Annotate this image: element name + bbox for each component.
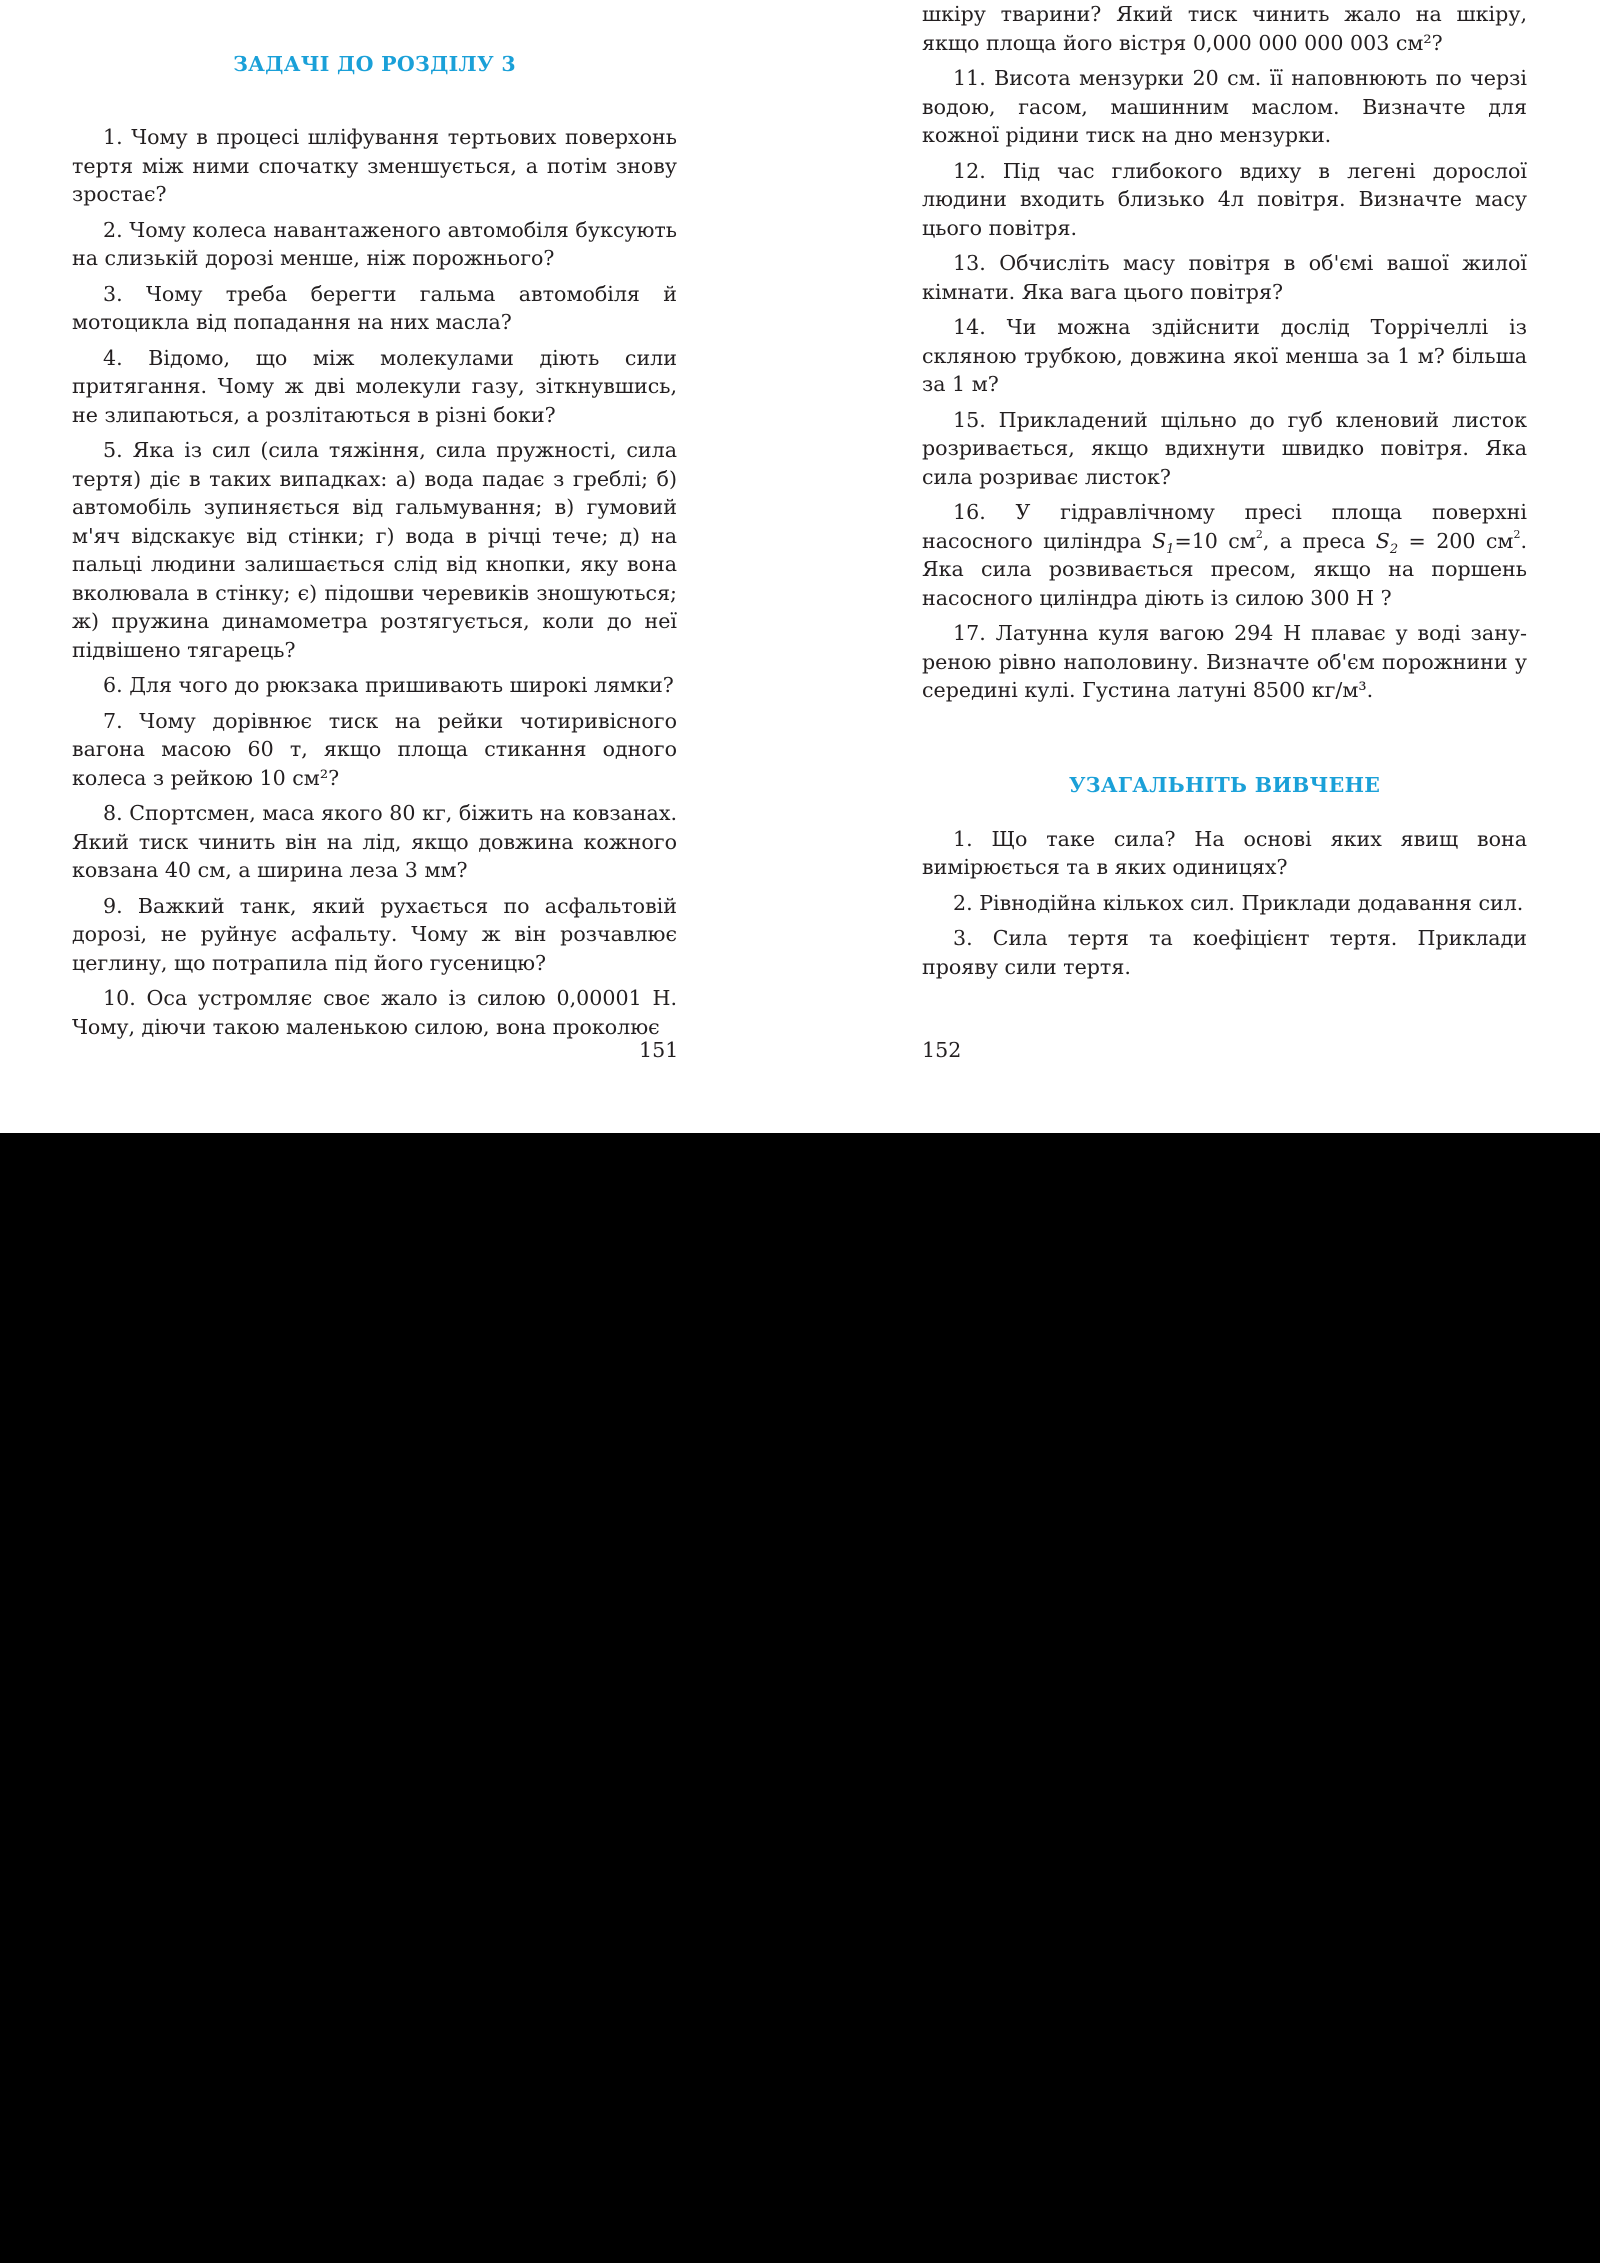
summary-item-3: 3. Сила тертя та коефіцієнт тертя. Приклади прояву сили тертя. [922,926,1527,979]
summary-item-1: 1. Що таке сила? На основі яких явищ вона вимірюється та в яких одиницях? [922,826,1527,879]
problem-6: 6. Для чого до рюкзака пришивають широкі лямки? [103,673,674,697]
page-number-right: 152 [922,1038,962,1062]
problem-2: 2. Чому колеса навантаженого автомобіля буксують на слизькій дорозі менше, ніж порожнього? [72,217,677,270]
s1-index: 1 [1166,541,1175,557]
problem-12: 12. Під час глибокого вдиху в легені дорослої людини входить близько 4л повітря. Визначте масу цього повітря. [922,158,1527,240]
left-page [72,0,677,1048]
s1-value: =10 см [1174,528,1256,553]
problem-9: 9. Важкий танк, який рухається по асфальтовій дорозі, не руйнує асфальту. Чому ж він розчавлює цеглину, що потрапила під його гусеницю? [72,893,677,975]
problem-17: 17. Латунна куля вагою 294 Н плаває у воді зануреною рівно наполовину. Визначте об'єм порожнини у середині кулі. Густина латуні 8500 кг/м³. [922,621,1527,702]
summary-item-2: 2. Рівнодійна кількох сил. Приклади додавання сил. [953,890,1524,915]
problem-list-left [72,123,677,1041]
problem-10: 10. Оса устромляє своє жало із силою 0,00001 Н. Чому, діючи такою маленькою силою, вона проколює [72,986,677,1039]
problem-16-mid: , а преса [1262,528,1376,553]
problem-14: 14. Чи можна здійснити дослід Торрічеллі із скляною трубкою, довжина якої менша за 1 м? більша за 1 м? [922,315,1527,396]
section-heading-problems: ЗАДАЧІ ДО РОЗДІЛУ 3 [233,52,516,76]
s1-exponent: 2 [1255,527,1263,541]
problem-1: 1. Чому в процесі шліфування тертьових поверхонь тертя між ними спочатку зменшується, а потім знову зростає? [72,125,677,206]
problem-8: 8. Спортсмен, маса якого 80 кг, біжить на ковзанах. Який тиск чинить він на лід, якщо довжина кожного ковзана 40 см, а ширина леза 3 мм? [72,801,677,882]
problem-15: 15. Прикладений щільно до губ кленовий листок розривається, якщо вдихнути швидко повітря. Яка сила розриває листок? [922,407,1527,489]
problem-16 [922,498,1527,612]
problem-16-end: . Яка сила розвивається пресом, якщо на поршень насосного циліндра діють із силою 300 Н ? [922,528,1527,610]
problem-3: 3. Чому треба берегти гальма автомобіля й мотоцикла від попадання на них масла? [72,281,677,334]
problem-10-continuation: шкіру тварини? Який тиск чинить жало на шкіру, якщо площа його вістря 0,000 000 000 003 см²? [922,2,1527,55]
problem-7: 7. Чому дорівнює тиск на рейки чотиривісного вагона масою 60 т, якщо площа стикання одного колеса з рейкою 10 см²? [72,708,677,790]
s2-value: = 200 см [1398,528,1514,553]
problem-13: 13. Обчисліть масу повітря в об'ємі вашої жилої кімнати. Яка вага цього повітря? [922,251,1527,304]
page-number-left: 151 [639,1038,679,1062]
section-heading-summary: УЗАГАЛЬНІТЬ ВИВЧЕНЕ [1068,772,1381,797]
s2-index: 2 [1389,541,1399,557]
right-page [922,0,1527,988]
problem-11: 11. Висота мензурки 20 см. її наповнюють по черзі водою, гасом, машинним маслом. Визначте для кожної рідини тиск на дно мензурки. [922,66,1527,147]
problem-5: 5. Яка із сил (сила тяжіння, сила пружності, сила тертя) діє в таких випадках: а) вода падає з греблі; б) автомобіль зупиняється від гальмування; в) гумовий м'яч відскакує від стінки; г) вода в річці тече; д) на пальці людини залишається слід від кнопки, яку вона вколювала в стінку; є) підошви черевиків зношуються; ж) пружина динамометра розтягується, коли до неї підвішено тягарець? [72,438,677,662]
s2-symbol: S [1375,528,1390,553]
s2-exponent: 2 [1513,527,1521,541]
problem-4: 4. Відомо, що між молекулами діють сили притягання. Чому ж дві молекули газу, зіткнувшись, не злипаються, а розлітаються в різні боки? [72,345,677,427]
problem-16-start: 16. У гідравлічному пресі площа поверхні насосного циліндра [922,500,1527,553]
s1-symbol: S [1152,528,1167,553]
